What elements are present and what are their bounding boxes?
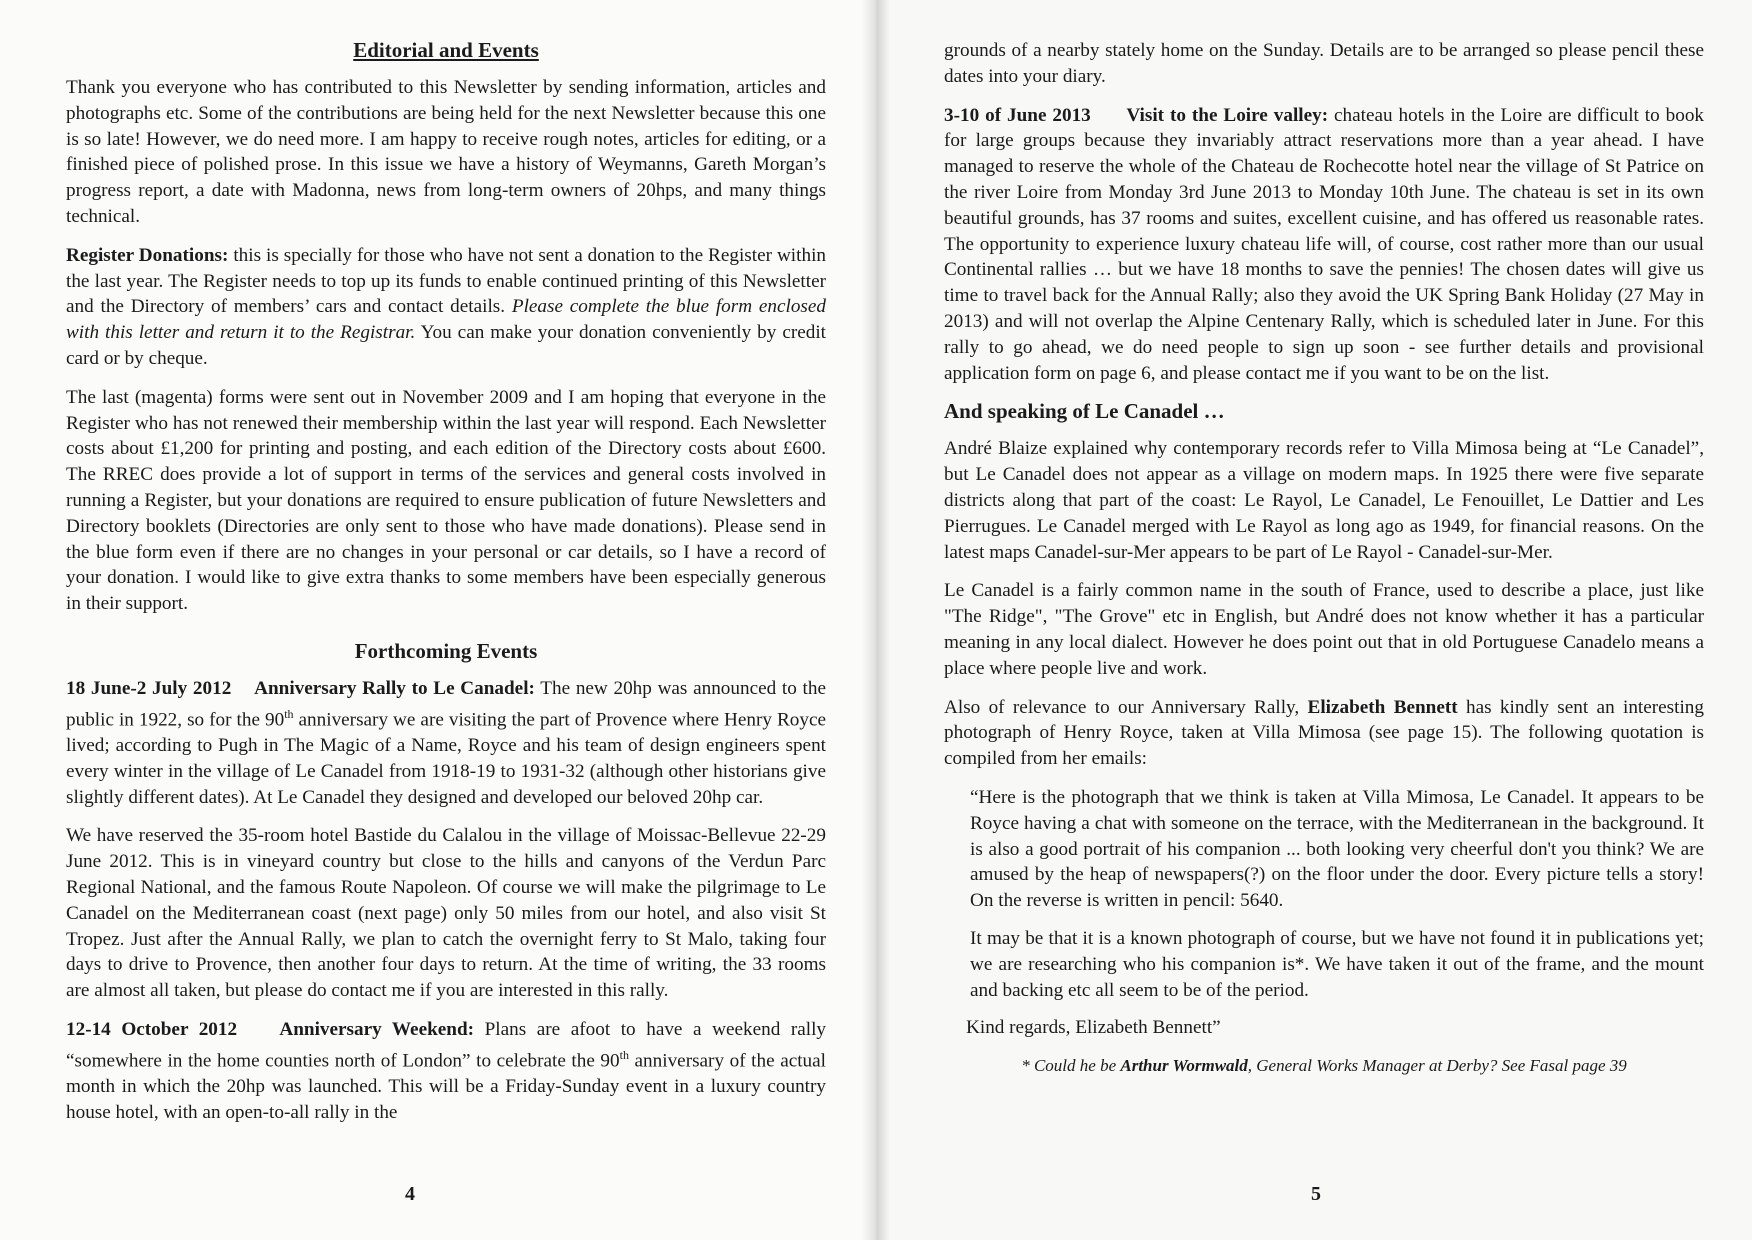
quote-paragraph-2: It may be that it is a known photograph of course, but we have not found it in publications yet; we are researching who his companion is*. We have taken it out of the frame, and the mount and backing etc all seem to be of the period.: [970, 927, 1704, 1001]
relevance-text-a: Also of relevance to our Anniversary Rally,: [944, 696, 1308, 718]
footnote-text-a: * Could he be: [1021, 1056, 1121, 1076]
editorial-heading: Editorial and Events: [353, 38, 539, 62]
hotel-paragraph: We have reserved the 35-room hotel Bastide du Calalou in the village of Moissac-Bellevue 22-29 June 2012. This is in vineyard country but close to the hills and canyons of the Verdun Parc Regional National, and the famous Route Napoleon. Of course we will make the pilgrimage to Le Canadel on the Mediterranean coast (next page) only 50 miles from our hotel, and also visit St Tropez. Just after the Annual Rally, we plan to catch the overnight ferry to St Malo, taking four days to drive to Provence, then another four days to return. At the time of writing, the 33 rooms are almost all taken, but please do contact me if you are interested in this rally.: [66, 825, 826, 1002]
blaize-paragraph: André Blaize explained why contemporary records refer to Villa Mimosa being at “Le Canadel”, but Le Canadel does not appear as a village on modern maps. In 1925 there were five separate districts along that part of the coast: Le Rayol, Le Canadel, Le Fenouillet, Le Dattier and Les Pierrugues. Le Canadel merged with Le Rayol as long ago as 1949, for financial reasons. On the latest maps Canadel-sur-Mer appears to be part of Le Rayol - Canadel-sur-Mer.: [944, 438, 1704, 563]
footnote: [944, 1053, 1704, 1079]
event1-sup: th: [284, 706, 294, 721]
name-paragraph: Le Canadel is a fairly common name in the south of France, used to describe a place, just like "The Ridge", "The Grove" etc in English, but André does not know whether it has a particular meaning in any local dialect. However he does point out that in old Portuguese Canadelo means a place where people live and work.: [944, 580, 1704, 679]
event2-text-a: Plans are afoot to have a weekend rally “somewhere in the home counties north of London” to celebrate the 90: [66, 1018, 827, 1072]
forms-paragraph: The last (magenta) forms were sent out in November 2009 and I am hoping that everyone in the Register who has not renewed their membership within the last year will respond. Each Newsletter costs about £1,200 for printing and posting, and each edition of the Directory costs about £600. The RREC does provide a lot of support in terms of the services and general costs involved in running a Register, but your donations are required to ensure publication of future Newsletters and Directory booklets (Directories are only sent to those who have made donations). Please send in the blue form even if there are no changes in your personal or car details, so I have a record of your donation. I would like to give extra thanks to some members have been especially generous in their support.: [66, 386, 826, 615]
footnote-text-b: , General Works Manager at Derby? See Fasal page 39: [1247, 1056, 1627, 1076]
event3-dates: 3-10 of June 2013: [944, 104, 1091, 126]
quotation-block: [944, 785, 1704, 1041]
footnote-name: Arthur Wormwald: [1120, 1056, 1248, 1076]
event1-dates: 18 June-2 July 2012: [66, 677, 232, 699]
event2-title: Anniversary Weekend:: [279, 1018, 475, 1040]
donations-end: You can make your donation conveniently by credit card or by cheque.: [66, 322, 826, 369]
donations-text: this is specially for those who have not sent a donation to the Register within the last year. The Register needs to top up its funds to enable continued printing of this Newsletter and the Directory of members’ cars and contact details.: [66, 244, 826, 318]
donations-label: Register Donations:: [66, 244, 229, 266]
canadel-heading: And speaking of Le Canadel …: [944, 399, 1225, 424]
relevance-text-b: has kindly sent an interesting photograph of Henry Royce, taken at Villa Mimosa (see page 15). The following quotation is compiled from her emails:: [944, 696, 1704, 770]
event1-title: Anniversary Rally to Le Canadel:: [254, 677, 535, 699]
donations-italic: Please complete the blue form enclosed with this letter and return it to the Registrar.: [66, 296, 826, 344]
relevance-name: Elizabeth Bennett: [1307, 696, 1458, 718]
event1-text-b: anniversary we are visiting the part of Provence where Henry Royce lived; according to Pugh in The Magic of a Name, Royce and his team of design engineers spent every winter in the village of Le Canadel from 1918-19 to 1931-32 (although other historians give slightly different dates). At Le Canadel they designed and developed our beloved 20hp car.: [66, 709, 826, 808]
donations-paragraph: [66, 243, 826, 372]
event2-sup: th: [619, 1047, 629, 1062]
continued-paragraph: grounds of a nearby stately home on the Sunday. Details are to be arranged so please pencil these dates into your diary.: [944, 40, 1704, 87]
quote-signoff: Kind regards, Elizabeth Bennett”: [966, 1017, 1221, 1039]
event2-paragraph: [66, 1017, 826, 1126]
right-page: [876, 0, 1752, 1240]
event3-title: Visit to the Loire valley:: [1126, 104, 1329, 126]
event2-dates: 12-14 October 2012: [66, 1018, 238, 1040]
relevance-paragraph: [944, 695, 1704, 772]
quote-paragraph-1: “Here is the photograph that we think is taken at Villa Mimosa, Le Canadel. It appears to be Royce having a chat with someone on the terrace, with the Mediterranean in the background. It is also a good portrait of his companion ... both looking very cheerful don't you think? We are amused by the heap of newspapers(?) on the floor under the door. Every picture tells a story! On the reverse is written in pencil: 5640.: [970, 786, 1704, 912]
event2-text-b: anniversary of the actual month in which the 20hp was launched. This will be a Friday-Sunday event in a luxury country house hotel, with an open-to-all rally in the: [66, 1050, 826, 1123]
intro-paragraph: Thank you everyone who has contributed to this Newsletter by sending information, articles and photographs etc. Some of the contributions are being held for the next Newsletter because this one is so late! However, we do need more. I am happy to receive rough notes, articles for editing, or a finished piece of polished prose. In this issue we have a history of Weymanns, Gareth Morgan’s progress report, a date with Madonna, news from long-term owners of 20hps, and many things technical.: [66, 77, 826, 227]
event3-paragraph: [944, 103, 1704, 387]
events-heading: Forthcoming Events: [354, 638, 538, 663]
event3-text: chateau hotels in the Loire are difficult to book for large groups because they invariably attract reservations more than a year ahead. I have managed to reserve the whole of the Chateau de Rochecotte hotel near the village of St Patrice on the river Loire from Monday 3rd June 2013 to Monday 10th June. The chateau is set in its own beautiful grounds, has 37 rooms and suites, excellent cuisine, and has offered us reasonable rates. The opportunity to experience luxury chateau life will, of course, cost rather more than our usual Continental rallies … but we have 18 months to save the pennies! The chosen dates will give us time to travel back for the Annual Rally; also they avoid the UK Spring Bank Holiday (27 May in 2013) and will not overlap the Alpine Centenary Rally, which is scheduled later in June. For this rally to go ahead, we do need people to sign up soon - see further details and provisional application form on page 6, and please contact me if you want to be on the list.: [944, 104, 1705, 384]
event1-paragraph: [66, 676, 826, 810]
page-number-right: 5: [1311, 1183, 1321, 1205]
binding-gutter: [862, 0, 890, 1240]
page-number-left: 4: [405, 1183, 415, 1205]
event1-text-a: The new 20hp was announced to the public in 1922, so for the 90: [66, 677, 826, 731]
